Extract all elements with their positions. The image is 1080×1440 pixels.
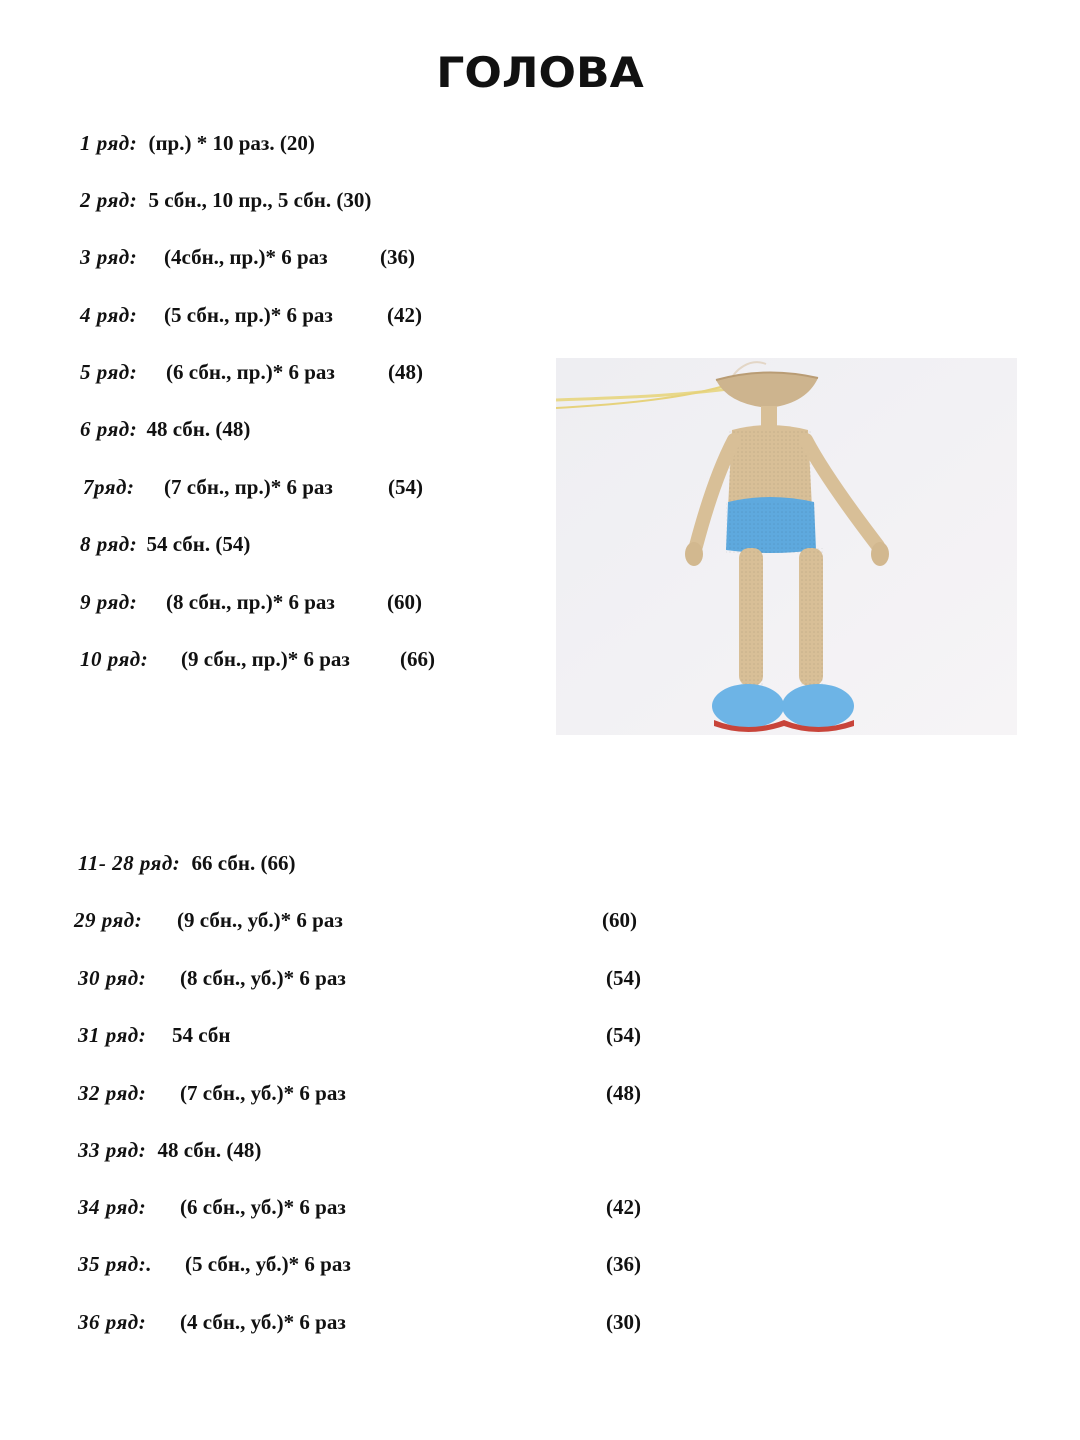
row-label: 35 ряд:. (78, 1252, 152, 1276)
row-instruction: (9 сбн., уб.)* 6 раз (177, 908, 343, 932)
row-label: 7ряд: (83, 475, 135, 499)
row-instruction: (7 сбн., уб.)* 6 раз (180, 1081, 346, 1105)
row-label: 11- 28 ряд: (78, 851, 181, 875)
page-title: ГОЛОВА (436, 48, 644, 97)
row-34 (78, 1192, 658, 1222)
row-instruction: (5 сбн., пр.)* 6 раз (164, 303, 333, 327)
row-count: (54) (388, 475, 423, 499)
row-label: 36 ряд: (78, 1310, 147, 1334)
row-label: 6 ряд: (80, 417, 138, 441)
crochet-doll-photo (556, 358, 1017, 735)
row-count: (54) (606, 1023, 641, 1047)
row-instruction: 5 сбн., 10 пр., 5 сбн. (30) (148, 188, 372, 212)
row-label: 10 ряд: (80, 647, 149, 671)
row-2 (80, 185, 371, 215)
row-5 (80, 357, 440, 387)
row-36 (78, 1307, 658, 1337)
row-count: (48) (606, 1081, 641, 1105)
row-count: (54) (606, 966, 641, 990)
row-instruction: (пр.) * 10 раз. (20) (148, 131, 315, 155)
row-instruction: (8 сбн., уб.)* 6 раз (180, 966, 346, 990)
row-count: (42) (606, 1195, 641, 1219)
row-instruction: 54 сбн (172, 1023, 231, 1047)
row-instruction: (4сбн., пр.)* 6 раз (164, 245, 328, 269)
row-instruction: (6 сбн., уб.)* 6 раз (180, 1195, 346, 1219)
row-label: 32 ряд: (78, 1081, 147, 1105)
row-label: 31 ряд: (78, 1023, 147, 1047)
row-count: (60) (387, 590, 422, 614)
row-label: 3 ряд: (80, 245, 138, 269)
row-instruction: 48 сбн. (48) (146, 417, 251, 441)
row-count: (48) (388, 360, 423, 384)
row-count: (36) (380, 245, 415, 269)
row-label: 34 ряд: (78, 1195, 147, 1219)
row-instruction: (8 сбн., пр.)* 6 раз (166, 590, 335, 614)
row-instruction: (4 сбн., уб.)* 6 раз (180, 1310, 346, 1334)
row-instruction: (9 сбн., пр.)* 6 раз (181, 647, 350, 671)
row-count: (60) (602, 908, 637, 932)
row-instruction: (5 сбн., уб.)* 6 раз (185, 1252, 351, 1276)
row-11-28 (78, 848, 295, 878)
row-label: 4 ряд: (80, 303, 138, 327)
row-1 (80, 128, 315, 158)
row-3 (80, 242, 440, 272)
row-31 (78, 1020, 658, 1050)
row-label: 8 ряд: (80, 532, 138, 556)
row-count: (30) (606, 1310, 641, 1334)
row-label: 9 ряд: (80, 590, 138, 614)
row-33 (78, 1135, 261, 1165)
row-label: 33 ряд: (78, 1138, 147, 1162)
row-count: (66) (400, 647, 435, 671)
row-label: 5 ряд: (80, 360, 138, 384)
row-instruction: 48 сбн. (48) (157, 1138, 262, 1162)
row-label: 30 ряд: (78, 966, 147, 990)
row-label: 1 ряд: (80, 131, 138, 155)
row-instruction: (7 сбн., пр.)* 6 раз (164, 475, 333, 499)
row-label: 2 ряд: (80, 188, 138, 212)
row-30 (78, 963, 658, 993)
row-35 (78, 1249, 658, 1279)
row-instruction: 54 сбн. (54) (146, 532, 251, 556)
row-count: (42) (387, 303, 422, 327)
row-8 (80, 529, 250, 559)
row-29 (74, 905, 654, 935)
row-label: 29 ряд: (74, 908, 143, 932)
row-32 (78, 1078, 658, 1108)
row-instruction: 66 сбн. (66) (191, 851, 296, 875)
row-10 (80, 644, 460, 674)
row-9 (80, 587, 440, 617)
row-6 (80, 414, 250, 444)
row-7 (83, 472, 443, 502)
row-count: (36) (606, 1252, 641, 1276)
row-instruction: (6 сбн., пр.)* 6 раз (166, 360, 335, 384)
row-4 (80, 300, 440, 330)
